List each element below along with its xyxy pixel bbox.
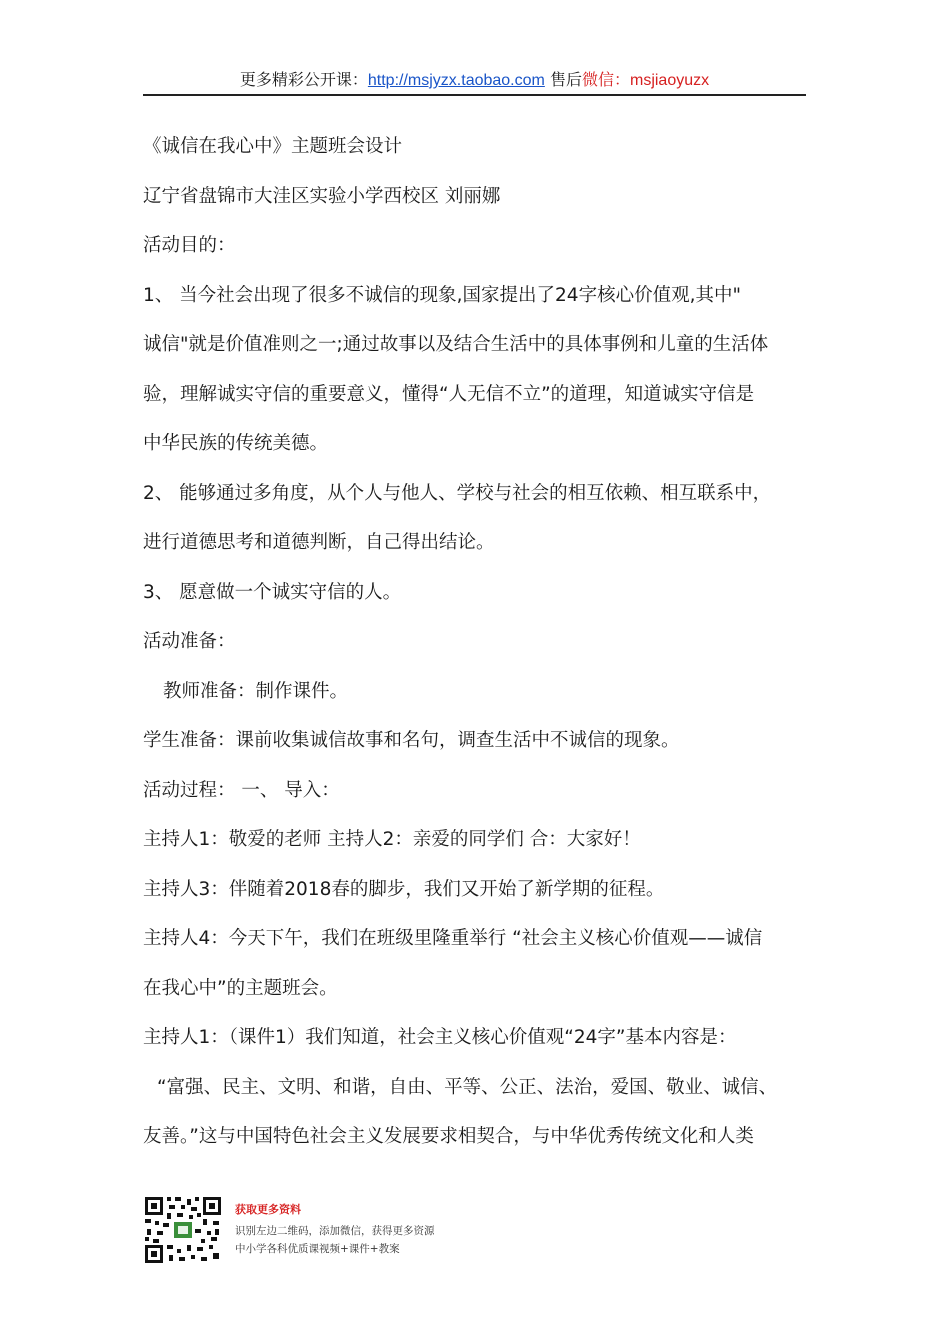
page-header	[143, 66, 806, 96]
paragraph-line: 主持人4：今天下午，我们在班级里隆重举行 “社会主义核心价值观——诚信	[143, 928, 763, 949]
promo-line-1: 识别左边二维码，添加微信，获得更多资源	[235, 1225, 435, 1237]
doc-title: 《诚信在我心中》主题班会设计	[143, 136, 403, 157]
paragraph-line: 教师准备：制作课件。	[163, 680, 349, 702]
paragraph-line: 1、 当今社会出现了很多不诚信的现象,国家提出了24字核心价值观,其中"	[143, 284, 741, 306]
header-wechat-id: msjiaoyuzx	[629, 72, 710, 89]
paragraph-line: 验，理解诚实守信的重要意义，懂得“人无信不立”的道理，知道诚实守信是	[143, 383, 755, 405]
qr-code-icon[interactable]	[143, 1195, 223, 1265]
paragraph-line: 在我心中”的主题班会。	[143, 977, 338, 999]
paragraph-line: 中华民族的传统美德。	[143, 433, 329, 454]
paragraph-line: “富强、民主、文明、和谐，自由、平等、公正、法治，爱国、敬业、诚信、	[157, 1076, 778, 1098]
header-prefix: 更多精彩公开课：	[239, 70, 368, 89]
promo-title: 获取更多资料	[235, 1203, 301, 1216]
doc-author: 辽宁省盘锦市大洼区实验小学西校区 刘丽娜	[143, 185, 501, 207]
header-link[interactable]: http://msjyzx.taobao.com	[367, 72, 545, 89]
header-after-sale: 售后	[549, 70, 582, 89]
paragraph-line: 学生准备：课前收集诚信故事和名句，调查生活中不诚信的现象。	[143, 730, 680, 751]
paragraph-line: 诚信"就是价值准则之一;通过故事以及结合生活中的具体事例和儿童的生活体	[143, 334, 769, 355]
section-heading-goals: 活动目的：	[143, 235, 236, 256]
promo-line-2: 中小学各科优质课视频+课件+教案	[235, 1243, 400, 1255]
document-body	[143, 122, 808, 1162]
section-heading-process: 活动过程： 一、 导入：	[143, 779, 340, 801]
paragraph-line: 友善。”这与中国特色社会主义发展要求相契合，与中华优秀传统文化和人类	[143, 1126, 754, 1147]
header-wechat-label: 微信：	[581, 70, 630, 89]
paragraph-line: 主持人1：（课件1）我们知道，社会主义核心价值观“24字”基本内容是：	[143, 1027, 737, 1048]
paragraph-line: 进行道德思考和道德判断，自己得出结论。	[143, 532, 495, 553]
paragraph-line: 3、 愿意做一个诚实守信的人。	[143, 581, 402, 603]
paragraph-line: 主持人1：敬爱的老师 主持人2：亲爱的同学们 合：大家好！	[143, 829, 641, 850]
paragraph-line: 2、 能够通过多角度，从个人与他人、学校与社会的相互依赖、相互联系中，	[143, 482, 772, 504]
promo-footer	[143, 1195, 543, 1267]
section-heading-prep: 活动准备：	[143, 631, 236, 652]
paragraph-line: 主持人3：伴随着2018春的脚步，我们又开始了新学期的征程。	[143, 878, 665, 900]
